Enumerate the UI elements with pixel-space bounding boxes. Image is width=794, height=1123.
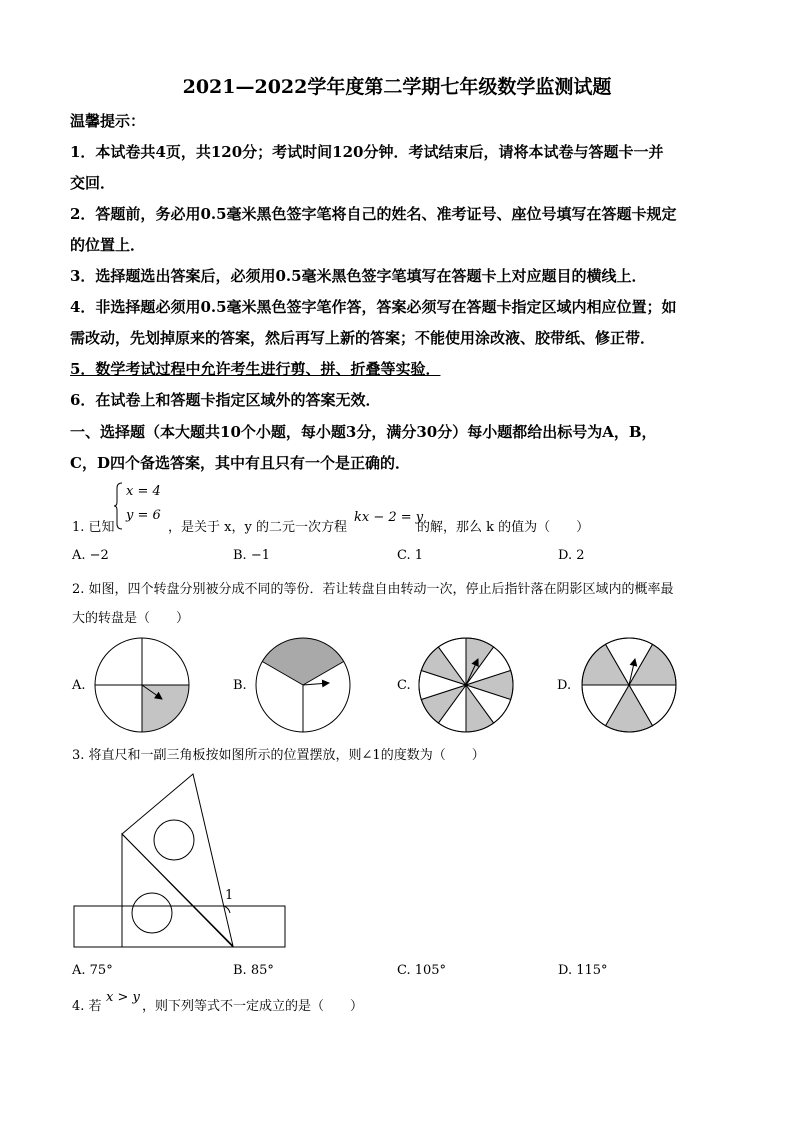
question-2-text-cont: 大的转盘是（ ） (72, 611, 190, 626)
question-1-prefix: 1. 已知 (72, 520, 115, 535)
angle-1-label: 1 (225, 888, 234, 903)
option-c: C. 105° (397, 963, 447, 978)
ruler (74, 906, 285, 947)
notice-line: 6．在试卷上和答题卡指定区域外的答案无效． (70, 391, 381, 409)
equation-x: x = 4 (126, 484, 161, 499)
ruler-triangles-figure (72, 772, 292, 952)
spinner-a-figure (94, 637, 190, 733)
question-4-condition: x > y (106, 990, 140, 1005)
spinner-c-figure (418, 637, 514, 733)
notice-line: 3．选择题选出答案后，必须用0.5毫米黑色签字笔填写在答题卡上对应题目的横线上． (70, 267, 647, 285)
question-1-middle: ，是关于 x，y 的二元一次方程 (168, 520, 347, 535)
equation-y: y = 6 (126, 508, 161, 523)
option-a-label: A. (72, 678, 86, 693)
notice-line: 5．数学考试过程中允许考生进行剪、拼、折叠等实验． (70, 360, 441, 378)
option-c: C. 1 (397, 548, 424, 563)
option-a: A. 75° (72, 963, 113, 978)
triangle-45 (122, 834, 233, 947)
notice-line: 需改动，先划掉原来的答案，然后再写上新的答案；不能使用涂改液、胶带纸、修正带． (70, 329, 656, 347)
notice-line: 的位置上． (70, 236, 146, 254)
notice-line: 1．本试卷共4页，共120分；考试时间120分钟．考试结束后，请将本试卷与答题卡一并 (70, 143, 664, 161)
triangle-hole-lower (132, 893, 172, 933)
page-title: 2021—2022学年度第二学期七年级数学监测试题 (182, 76, 612, 98)
triangle-hole-upper (154, 820, 194, 860)
notice-line: 交回． (70, 174, 116, 192)
option-a: A. −2 (72, 548, 109, 563)
section-heading-cont: C，D四个备选答案，其中有且只有一个是正确的． (70, 454, 410, 472)
spinner-d-figure (581, 637, 677, 733)
option-d: D. 115° (558, 963, 608, 978)
system-brace (114, 482, 124, 530)
question-1-suffix: 的解，那么 k 的值为（ ） (417, 520, 590, 535)
section-heading: 一、选择题（本大题共10个小题，每小题3分，满分30分）每小题都给出标号为A，B， (70, 423, 657, 441)
question-4-suffix: ，则下列等式不一定成立的是（ ） (142, 999, 364, 1014)
notice-line: 2．答题前，务必用0.5毫米黑色签字笔将自己的姓名、准考证号、座位号填写在答题卡规定 (70, 205, 677, 223)
spinner-b-figure (255, 637, 351, 733)
option-b: B. −1 (233, 548, 270, 563)
notice-heading: 温馨提示： (70, 112, 146, 130)
option-b: B. 85° (233, 963, 274, 978)
shaded-sector (142, 685, 189, 732)
question-4-prefix: 4. 若 (72, 999, 102, 1014)
question-1-equation: kx − 2 = y (354, 510, 424, 525)
option-c-label: C. (397, 678, 411, 693)
question-3-text: 3. 将直尺和一副三角板按如图所示的位置摆放，则∠1的度数为（ ） (72, 748, 485, 763)
option-d: D. 2 (558, 548, 585, 563)
option-d-label: D. (557, 678, 572, 693)
shaded-sector (262, 638, 343, 685)
option-b-label: B. (233, 678, 247, 693)
question-2-text: 2. 如图，四个转盘分别被分成不同的等份．若让转盘自由转动一次，停止后指针落在阴影区域内的概率最 (72, 582, 674, 597)
notice-line: 4．非选择题必须用0.5毫米黑色签字笔作答，答案必须写在答题卡指定区域内相应位置；如 (70, 298, 677, 316)
